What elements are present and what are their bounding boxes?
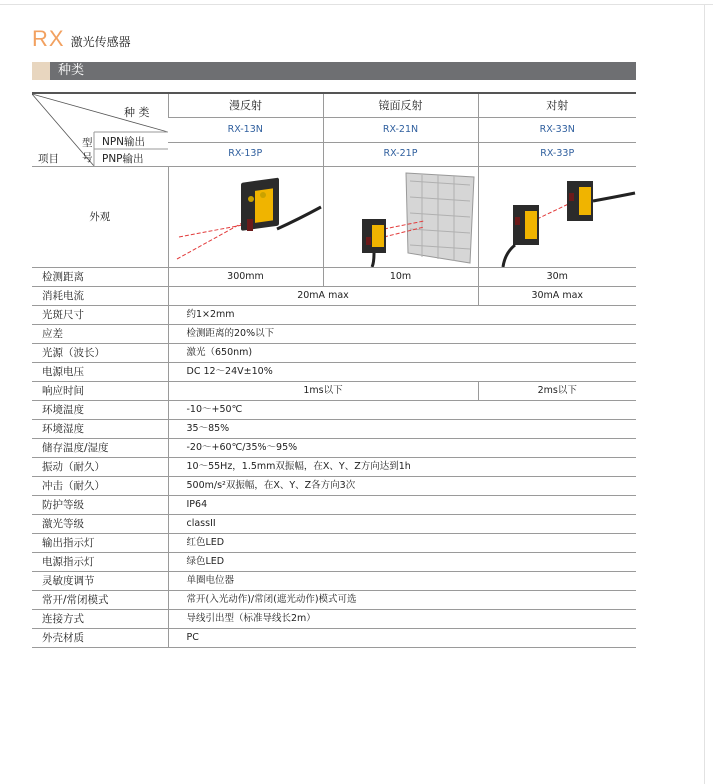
appearance-retro <box>323 167 478 268</box>
page-frame-right <box>704 4 705 784</box>
hysteresis-value: 检测距离的20%以下 <box>168 325 636 344</box>
diagonal-header <box>32 94 168 166</box>
distance-retro: 10m <box>323 268 478 287</box>
brand-header <box>32 26 131 52</box>
col-header-retro: 镜面反射 <box>323 94 478 118</box>
temp-value: -10～+50℃ <box>168 401 636 420</box>
response-value-c: 2ms以下 <box>478 382 636 401</box>
row-humidity <box>32 420 636 439</box>
response-label: 响应时间 <box>32 382 168 401</box>
npn-model-retro: RX-21N <box>323 118 478 142</box>
section-bar <box>32 62 636 80</box>
vibration-label: 振动（耐久） <box>32 458 168 477</box>
thrubeam-sensor-image <box>479 167 637 267</box>
row-response <box>32 382 636 401</box>
series-logo: RX <box>32 26 65 51</box>
row-distance <box>32 268 636 287</box>
voltage-label: 电源电压 <box>32 363 168 382</box>
row-connection <box>32 610 636 629</box>
sensitivity-label: 灵敏度调节 <box>32 572 168 591</box>
row-mode <box>32 591 636 610</box>
current-value-c: 30mA max <box>478 287 636 306</box>
pnp-model-diffuse: RX-13P <box>168 142 323 166</box>
spec-table <box>32 94 636 648</box>
connection-value: 导线引出型（标准导线长2m） <box>168 610 636 629</box>
current-label: 消耗电流 <box>32 287 168 306</box>
humidity-label: 环境湿度 <box>32 420 168 439</box>
model-char-1: 型 <box>82 137 93 149</box>
page-frame-top <box>0 4 713 5</box>
voltage-value: DC 12～24V±10% <box>168 363 636 382</box>
diagonal-lines <box>32 94 168 166</box>
row-vibration <box>32 458 636 477</box>
shock-value: 500m/s²双振幅，在X、Y、Z各方向3次 <box>168 477 636 496</box>
row-storage <box>32 439 636 458</box>
diagonal-header-cell <box>32 94 168 167</box>
spot-value: 约1×2mm <box>168 306 636 325</box>
npn-label: NPN输出 <box>102 136 146 148</box>
retro-sensor-image <box>324 167 479 267</box>
row-output-led <box>32 534 636 553</box>
row-temp <box>32 401 636 420</box>
row-shock <box>32 477 636 496</box>
row-hysteresis <box>32 325 636 344</box>
pnp-model-retro: RX-21P <box>323 142 478 166</box>
response-value-ab: 1ms以下 <box>168 382 478 401</box>
appearance-label: 外观 <box>32 167 168 268</box>
row-protection <box>32 496 636 515</box>
humidity-value: 35～85% <box>168 420 636 439</box>
source-value: 激光（650nm) <box>168 344 636 363</box>
section-accent <box>32 62 50 80</box>
row-power-led <box>32 553 636 572</box>
row-current <box>32 287 636 306</box>
distance-label: 检测距离 <box>32 268 168 287</box>
type-label: 种 类 <box>124 106 150 119</box>
power-led-label: 电源指示灯 <box>32 553 168 572</box>
housing-value: PC <box>168 629 636 648</box>
storage-value: -20～+60℃/35%～95% <box>168 439 636 458</box>
vibration-value: 10～55Hz，1.5mm双振幅，在X、Y、Z方向达到1h <box>168 458 636 477</box>
row-sensitivity <box>32 572 636 591</box>
laser-class-label: 激光等级 <box>32 515 168 534</box>
output-led-value: 红色LED <box>168 534 636 553</box>
col-header-diffuse: 漫反射 <box>168 94 323 118</box>
diffuse-sensor-image <box>169 167 324 267</box>
protection-label: 防护等级 <box>32 496 168 515</box>
connection-label: 连接方式 <box>32 610 168 629</box>
power-led-value: 绿色LED <box>168 553 636 572</box>
distance-diffuse: 300mm <box>168 268 323 287</box>
appearance-row <box>32 167 636 268</box>
item-label: 项目 <box>38 153 59 165</box>
pnp-model-thrubeam: RX-33P <box>478 142 636 166</box>
npn-model-diffuse: RX-13N <box>168 118 323 142</box>
temp-label: 环境温度 <box>32 401 168 420</box>
protection-value: IP64 <box>168 496 636 515</box>
storage-label: 储存温度/湿度 <box>32 439 168 458</box>
source-label: 光源（波长） <box>32 344 168 363</box>
spot-label: 光斑尺寸 <box>32 306 168 325</box>
output-led-label: 输出指示灯 <box>32 534 168 553</box>
current-value-ab: 20mA max <box>168 287 478 306</box>
distance-thrubeam: 30m <box>478 268 636 287</box>
section-title: 种类 <box>58 63 85 78</box>
row-source <box>32 344 636 363</box>
row-voltage <box>32 363 636 382</box>
header-row-type <box>32 94 636 118</box>
model-char-2: 号 <box>82 152 93 164</box>
row-spot <box>32 306 636 325</box>
housing-label: 外壳材质 <box>32 629 168 648</box>
laser-class-value: classII <box>168 515 636 534</box>
npn-model-thrubeam: RX-33N <box>478 118 636 142</box>
row-laser-class <box>32 515 636 534</box>
product-name: 激光传感器 <box>70 35 131 49</box>
mode-value: 常开(入光动作)/常闭(遮光动作)模式可选 <box>168 591 636 610</box>
appearance-diffuse <box>168 167 323 268</box>
mode-label: 常开/常闭模式 <box>32 591 168 610</box>
pnp-label: PNP输出 <box>102 153 144 165</box>
appearance-thrubeam <box>478 167 636 268</box>
shock-label: 冲击（耐久） <box>32 477 168 496</box>
row-housing <box>32 629 636 648</box>
sensitivity-value: 单圈电位器 <box>168 572 636 591</box>
hysteresis-label: 应差 <box>32 325 168 344</box>
col-header-thrubeam: 对射 <box>478 94 636 118</box>
